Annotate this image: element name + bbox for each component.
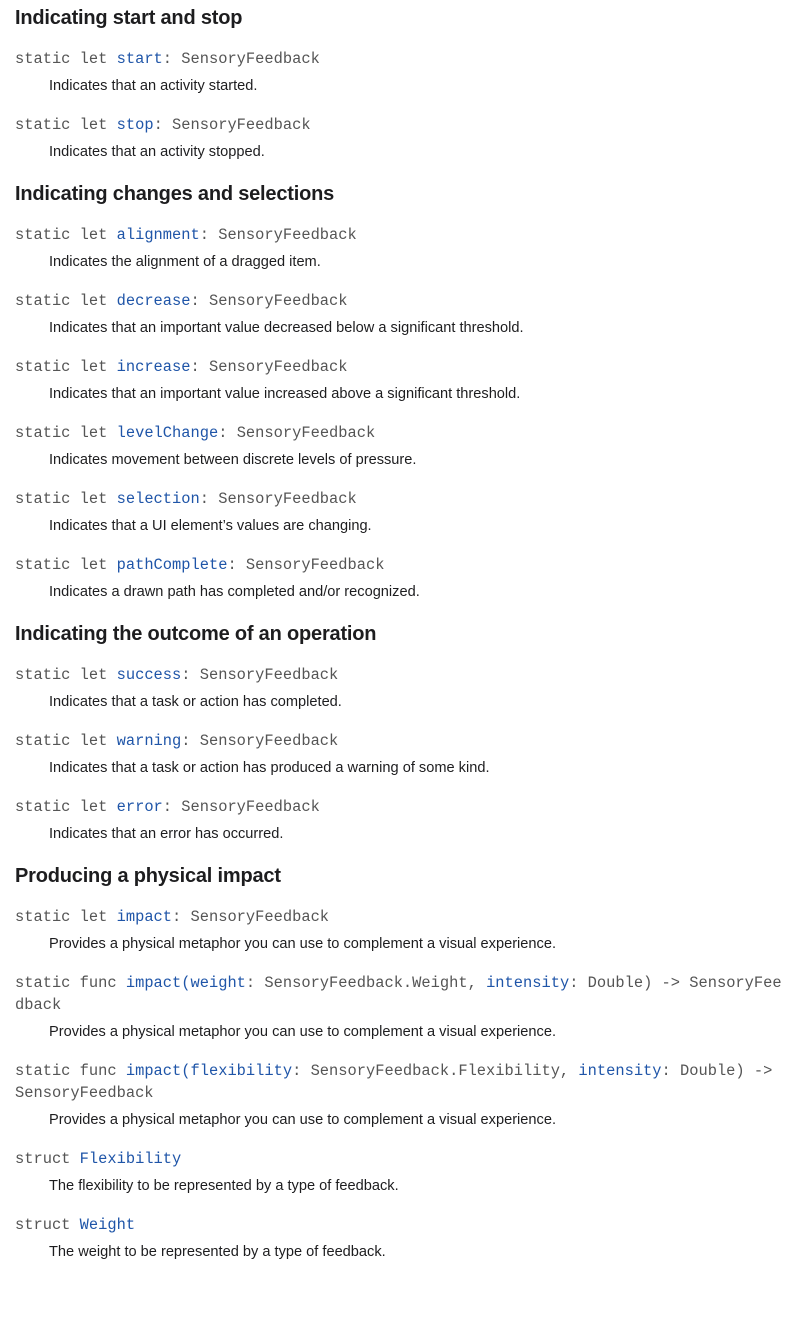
symbol-abstract: Indicates that an activity started.: [49, 78, 258, 94]
symbol-entry: [15, 664, 785, 713]
declaration-keyword: : SensoryFeedback: [227, 556, 385, 574]
symbol-entry: [15, 906, 785, 955]
symbol-declaration[interactable]: [15, 972, 785, 1016]
declaration-keyword: static let: [15, 666, 117, 684]
symbol-link[interactable]: Weight: [79, 1216, 136, 1234]
symbol-entry: [15, 422, 785, 471]
symbol-link[interactable]: alignment: [116, 226, 200, 244]
symbol-declaration[interactable]: [15, 422, 785, 444]
declaration-keyword: : SensoryFeedback: [199, 490, 357, 508]
declaration-keyword: : SensoryFeedback: [172, 908, 330, 926]
symbol-link[interactable]: intensity: [578, 1062, 662, 1080]
declaration-keyword: : SensoryFeedback: [190, 292, 348, 310]
topic-section: [15, 4, 785, 163]
symbol-link[interactable]: increase: [116, 358, 191, 376]
declaration-keyword: static let: [15, 556, 117, 574]
declaration-keyword: static func: [15, 974, 126, 992]
declaration-keyword: static let: [15, 424, 117, 442]
symbol-link[interactable]: decrease: [116, 292, 191, 310]
symbol-declaration[interactable]: [15, 796, 785, 818]
symbol-abstract: Indicates that an important value decreased below a significant threshold.: [49, 320, 524, 336]
symbol-entry: [15, 730, 785, 779]
symbol-declaration[interactable]: [15, 1214, 785, 1236]
symbol-entry: [15, 114, 785, 163]
symbol-declaration[interactable]: [15, 224, 785, 246]
symbol-link[interactable]: Flexibility: [79, 1150, 182, 1168]
declaration-keyword: : SensoryFeedback: [162, 50, 320, 68]
symbol-declaration[interactable]: [15, 664, 785, 686]
symbol-abstract: Provides a physical metaphor you can use to complement a visual experience.: [49, 1024, 556, 1040]
symbol-entry: [15, 48, 785, 97]
symbol-link[interactable]: pathComplete: [116, 556, 228, 574]
section-heading: Indicating start and stop: [15, 7, 243, 29]
symbol-declaration[interactable]: [15, 1060, 785, 1104]
symbol-link[interactable]: impact: [116, 908, 173, 926]
topic-section: [15, 620, 785, 845]
symbol-entry: [15, 488, 785, 537]
symbol-link[interactable]: error: [116, 798, 163, 816]
symbol-entry: [15, 1060, 785, 1131]
declaration-keyword: : Double) -> SensoryFeedback: [15, 1062, 773, 1102]
declaration-keyword: static let: [15, 226, 117, 244]
symbol-abstract: Indicates a drawn path has completed and/or recognized.: [49, 584, 420, 600]
symbol-entry: [15, 1148, 785, 1197]
declaration-keyword: static let: [15, 116, 117, 134]
declaration-keyword: : SensoryFeedback.Weight,: [245, 974, 487, 992]
declaration-keyword: struct: [15, 1150, 80, 1168]
symbol-entry: [15, 972, 785, 1043]
declaration-keyword: static let: [15, 490, 117, 508]
symbol-link[interactable]: impact(flexibility: [125, 1062, 293, 1080]
section-heading: Indicating the outcome of an operation: [15, 623, 377, 645]
symbol-declaration[interactable]: [15, 356, 785, 378]
symbol-link[interactable]: levelChange: [116, 424, 219, 442]
symbol-declaration[interactable]: [15, 730, 785, 752]
symbol-abstract: Indicates that an activity stopped.: [49, 144, 265, 160]
symbol-abstract: Indicates that a task or action has produced a warning of some kind.: [49, 760, 490, 776]
symbol-entry: [15, 224, 785, 273]
symbol-link[interactable]: success: [116, 666, 182, 684]
symbol-abstract: Indicates that a UI element’s values are changing.: [49, 518, 372, 534]
section-heading: Producing a physical impact: [15, 865, 281, 887]
declaration-keyword: static let: [15, 798, 117, 816]
symbol-link[interactable]: stop: [116, 116, 154, 134]
declaration-keyword: static let: [15, 50, 117, 68]
symbol-declaration[interactable]: [15, 1148, 785, 1170]
symbol-link[interactable]: start: [116, 50, 163, 68]
symbol-link[interactable]: impact(weight: [125, 974, 246, 992]
symbol-abstract: Indicates that a task or action has completed.: [49, 694, 342, 710]
declaration-keyword: static func: [15, 1062, 126, 1080]
topic-section: [15, 180, 785, 603]
symbol-abstract: Provides a physical metaphor you can use to complement a visual experience.: [49, 936, 556, 952]
symbol-abstract: Provides a physical metaphor you can use to complement a visual experience.: [49, 1112, 556, 1128]
symbol-entry: [15, 356, 785, 405]
symbol-declaration[interactable]: [15, 554, 785, 576]
declaration-keyword: static let: [15, 358, 117, 376]
declaration-keyword: : SensoryFeedback: [190, 358, 348, 376]
declaration-keyword: static let: [15, 908, 117, 926]
symbol-declaration[interactable]: [15, 114, 785, 136]
declaration-keyword: : SensoryFeedback: [181, 666, 339, 684]
symbol-declaration[interactable]: [15, 290, 785, 312]
declaration-keyword: : SensoryFeedback: [162, 798, 320, 816]
declaration-keyword: : SensoryFeedback.Flexibility,: [292, 1062, 579, 1080]
symbol-entry: [15, 796, 785, 845]
declaration-keyword: : SensoryFeedback: [181, 732, 339, 750]
symbol-link[interactable]: warning: [116, 732, 182, 750]
symbol-abstract: Indicates that an error has occurred.: [49, 826, 284, 842]
declaration-keyword: : SensoryFeedback: [153, 116, 311, 134]
symbol-entry: [15, 554, 785, 603]
declaration-keyword: : SensoryFeedback: [218, 424, 376, 442]
symbol-entry: [15, 290, 785, 339]
symbol-abstract: The weight to be represented by a type of feedback.: [49, 1244, 386, 1260]
symbol-entry: [15, 1214, 785, 1263]
declaration-keyword: static let: [15, 732, 117, 750]
symbol-link[interactable]: selection: [116, 490, 200, 508]
symbol-declaration[interactable]: [15, 48, 785, 70]
declaration-keyword: static let: [15, 292, 117, 310]
symbol-declaration[interactable]: [15, 906, 785, 928]
symbol-abstract: Indicates movement between discrete levels of pressure.: [49, 452, 417, 468]
symbol-link[interactable]: intensity: [486, 974, 570, 992]
symbol-abstract: Indicates the alignment of a dragged item.: [49, 254, 321, 270]
declaration-keyword: : SensoryFeedback: [199, 226, 357, 244]
symbol-declaration[interactable]: [15, 488, 785, 510]
declaration-keyword: struct: [15, 1216, 80, 1234]
symbol-abstract: The flexibility to be represented by a type of feedback.: [49, 1178, 399, 1194]
section-heading: Indicating changes and selections: [15, 183, 335, 205]
symbol-abstract: Indicates that an important value increased above a significant threshold.: [49, 386, 521, 402]
topic-section: [15, 862, 785, 1263]
declaration-keyword: : Double) -> SensoryFeedback: [15, 974, 782, 1014]
